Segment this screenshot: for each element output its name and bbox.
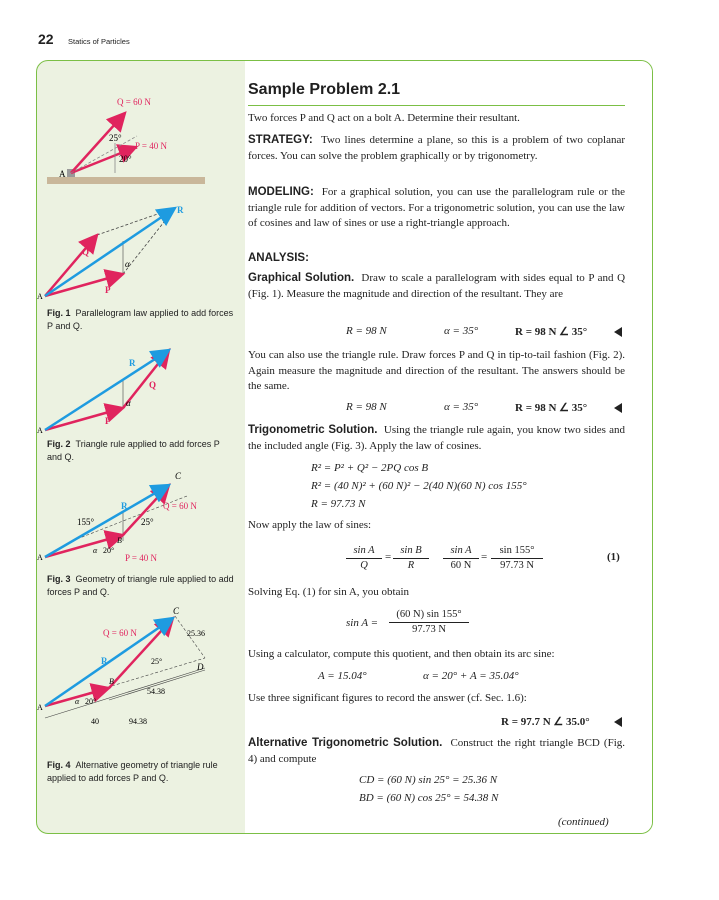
result-vector-2: R = 98 N ∠ 35°	[515, 402, 588, 414]
fig4-r-label: R	[101, 656, 108, 666]
fig2-p-label: P	[105, 416, 111, 426]
triangle-rule-block	[248, 348, 625, 395]
fig4-dim-40: 40	[91, 717, 99, 726]
fig1-caption-text: Parallelogram law applied to add forces P and Q.	[47, 308, 234, 331]
fig3-q-label: Q = 60 N	[163, 501, 197, 511]
law-cosines-2: R² = (40 N)² + (60 N)² − 2(40 N)(60 N) cos 155°	[311, 480, 527, 492]
graphical-heading: Graphical Solution.	[248, 272, 355, 284]
trig-block	[248, 423, 625, 454]
answer-marker-2	[614, 403, 622, 413]
fig4-point-a: A	[37, 703, 43, 712]
fig4-angle-20: 20°	[85, 697, 97, 706]
fig2-r-label: R	[129, 358, 136, 368]
frac-sinB-den: R	[407, 560, 415, 571]
fig1-caption	[47, 307, 237, 332]
ground	[47, 177, 205, 184]
fig0-angle-20: 20°	[119, 154, 132, 164]
fig1-point-a: A	[37, 292, 43, 301]
modeling-heading: MODELING:	[248, 186, 314, 198]
frac-sinA-solution-num: (60 N) sin 155°	[389, 609, 469, 623]
fig4-q-label: Q = 60 N	[103, 628, 137, 638]
calculator-text: Using a calculator, compute this quotient, and then obtain its arc sine:	[248, 648, 555, 660]
frac-sinB-num: sin B	[393, 545, 429, 559]
frac-sin155-num: sin 155°	[491, 545, 543, 559]
fig1-dashed-top	[97, 208, 175, 235]
fig3-caption-num: Fig. 3	[47, 574, 71, 584]
force-q-arrow	[71, 113, 125, 173]
trig-text: Using the triangle rule again, you know two sides and the included angle (Fig. 3). Apply the law of cosines.	[248, 424, 626, 452]
triangle-rule-text: You can also use the triangle rule. Draw forces P and Q in tip-to-tail fashion (Fig. 2). Again measure the magnitude and direction of the resultant. The answers should be the same.	[248, 349, 625, 392]
fig0-point-a: A	[59, 169, 66, 179]
fig3-angle-25: 25°	[141, 517, 154, 527]
fig1-q-label: Q	[82, 247, 90, 257]
strategy-block	[248, 133, 625, 164]
frac-sinA-num: sin A	[346, 545, 382, 559]
fig2-alpha: α	[126, 398, 131, 408]
problem-title: Sample Problem 2.1	[248, 81, 401, 98]
frac-sinA-60	[443, 545, 479, 572]
fig4-dim-9438	[45, 668, 205, 718]
fig4-point-c: C	[173, 606, 180, 616]
fig4-alternative-geometry	[37, 606, 245, 736]
fig4-dim-2536: 25.36	[187, 629, 205, 638]
sigfig-text: Use three significant figures to record the answer (cf. Sec. 1.6):	[248, 692, 527, 704]
fig3-angle-20: 20°	[103, 546, 115, 555]
fig4-point-b: B	[109, 677, 114, 686]
angle-A-value: A = 15.04°	[318, 670, 367, 682]
law-cosines-3: R = 97.73 N	[311, 498, 366, 510]
fig3-point-b: B	[117, 536, 122, 545]
sample-problem-panel	[36, 60, 653, 834]
fig1-parallelogram	[37, 201, 245, 301]
fig3-point-c: C	[175, 471, 182, 481]
fig2-point-a: A	[37, 426, 43, 435]
fig2-p-arrow	[45, 408, 123, 430]
fig3-triangle-geometry	[37, 471, 245, 571]
frac-sinA-den: Q	[360, 560, 368, 571]
solving-text: Solving Eq. (1) for sin A, you obtain	[248, 586, 410, 598]
strategy-heading: STRATEGY:	[248, 134, 313, 146]
fig3-point-a: A	[37, 553, 43, 562]
fig1-caption-num: Fig. 1	[47, 308, 71, 318]
alpha-value: α = 20° + A = 35.04°	[423, 670, 519, 682]
frac-sinA-Q	[346, 545, 382, 572]
fig3-r-label: R	[121, 501, 128, 511]
trig-heading: Trigonometric Solution.	[248, 424, 378, 436]
fig3-alpha: α	[93, 546, 98, 555]
analysis-heading: ANALYSIS:	[248, 252, 309, 264]
fig3-caption-text: Geometry of triangle rule applied to add forces P and Q.	[47, 574, 234, 597]
problem-statement	[248, 111, 625, 127]
fig4-caption-text: Alternative geometry of triangle rule applied to add forces P and Q.	[47, 760, 218, 783]
modeling-text: For a graphical solution, you can use the parallelogram rule or the triangle rule for addition of vectors. For a trigonometric solution, you can use the law of cosines and law of sines or use a right-triangle approach.	[248, 186, 626, 229]
fig2-caption-num: Fig. 2	[47, 439, 71, 449]
fig4-alpha: α	[75, 697, 80, 706]
page-header	[38, 31, 130, 49]
answer-marker-1	[614, 327, 622, 337]
modeling-block	[248, 185, 625, 232]
graphical-block	[248, 271, 625, 302]
frac-sinB-R	[393, 545, 429, 572]
title-rule	[248, 105, 625, 106]
fig0-p-label: P = 40 N	[135, 141, 167, 151]
fig3-caption	[47, 573, 237, 598]
section-title: Statics of Particles	[68, 37, 130, 46]
fig2-triangle-rule	[37, 346, 245, 436]
fig4-dim-5438-label: 54.38	[147, 687, 165, 696]
frac-sinA-solution	[389, 609, 469, 636]
fig2-q-label: Q	[149, 380, 157, 390]
graphical-text: Draw to scale a parallelogram with sides equal to P and Q (Fig. 1). Measure the magnitude and direction of the resultant. They are	[248, 272, 626, 300]
eq-sign-2: =	[481, 551, 488, 563]
result-r-1: R = 98 N	[346, 325, 387, 337]
frac-sin155-den: 97.73 N	[500, 560, 534, 571]
frac-sinA60-num: sin A	[443, 545, 479, 559]
frac-sin155-R	[491, 545, 543, 572]
fig4-angle-25: 25°	[151, 657, 163, 666]
answer-marker-3	[614, 717, 622, 727]
fig1-p-arrow	[45, 274, 123, 296]
fig2-caption-text: Triangle rule applied to add forces P and Q.	[47, 439, 220, 462]
eq-sign-1: =	[385, 551, 392, 563]
law-cosines-1: R² = P² + Q² − 2PQ cos B	[311, 462, 429, 474]
result-r-2: R = 98 N	[346, 401, 387, 413]
fig4-caption	[47, 759, 237, 784]
alt-trig-heading: Alternative Trigonometric Solution.	[248, 737, 443, 749]
fig4-caption-num: Fig. 4	[47, 760, 71, 770]
fig1-alpha: α	[125, 259, 130, 269]
page-number: 22	[38, 31, 54, 47]
fig1-r-arrow	[45, 208, 175, 296]
fig1-dashed-right	[123, 208, 175, 274]
problem-text: Two forces P and Q act on a bolt A. Determine their resultant.	[248, 112, 520, 124]
fig0-angle-25: 25°	[109, 133, 122, 143]
frac-sinA-solution-den: 97.73 N	[412, 624, 446, 635]
fig2-caption	[47, 438, 237, 463]
bd-equation: BD = (60 N) cos 25° = 54.38 N	[359, 792, 499, 804]
sinA-lhs: sin A =	[346, 617, 379, 629]
fig1-r-label: R	[177, 205, 184, 215]
continued-label: (continued)	[558, 816, 609, 828]
fig0-bolt-forces	[37, 91, 245, 191]
frac-sinA60-den: 60 N	[450, 560, 472, 571]
fig4-dim-9438-label: 94.38	[129, 717, 147, 726]
result-alpha-2: α = 35°	[444, 401, 479, 413]
alt-trig-text: Construct the right triangle BCD (Fig. 4) and compute	[248, 737, 626, 765]
fig3-angle-155: 155°	[77, 517, 95, 527]
fig0-q-label: Q = 60 N	[117, 97, 151, 107]
equation-number: (1)	[607, 551, 620, 563]
fig4-point-d: D	[197, 662, 204, 672]
result-vector-1: R = 98 N ∠ 35°	[515, 326, 588, 338]
alt-trig-block	[248, 736, 625, 767]
result-alpha-1: α = 35°	[444, 325, 479, 337]
strategy-text: Two lines determine a plane, so this is a problem of two coplanar forces. You can solve the problem graphically or by trigonometry.	[248, 134, 625, 162]
sines-intro: Now apply the law of sines:	[248, 519, 372, 531]
fig1-p-label: P	[105, 285, 111, 295]
cd-equation: CD = (60 N) sin 25° = 25.36 N	[359, 774, 498, 786]
final-answer: R = 97.7 N ∠ 35.0°	[501, 716, 590, 728]
fig3-p-label: P = 40 N	[125, 553, 157, 563]
